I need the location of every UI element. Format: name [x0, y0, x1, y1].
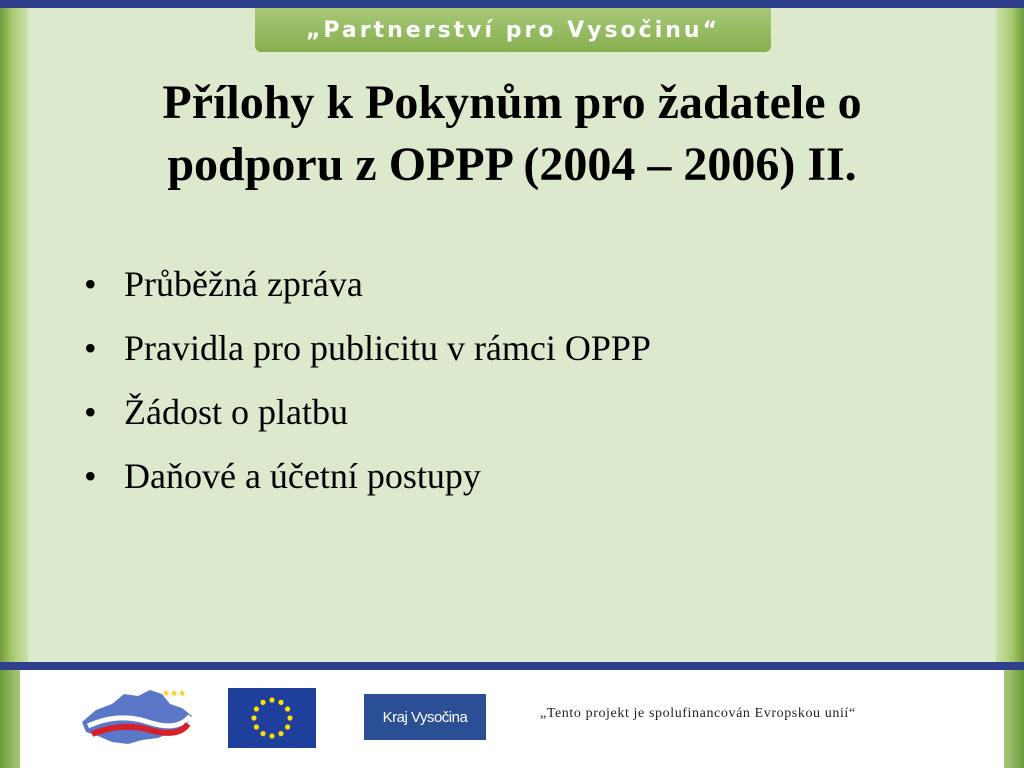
title-line-2: podporu z OPPP (2004 – 2006) II.: [167, 138, 857, 191]
cofinancing-note: „Tento projekt je spolufinancován Evropskou unií“: [540, 706, 856, 721]
bullet-marker: •: [84, 328, 97, 368]
bullet-marker: •: [84, 264, 97, 304]
kraj-logo-text: Kraj Vysočina: [382, 708, 468, 726]
bullet-item: [84, 456, 944, 496]
eu-flag-icon: [228, 688, 316, 748]
kraj-vysocina-logo: [364, 694, 486, 740]
title-line-1: Přílohy k Pokynům pro žadatele o: [162, 76, 862, 129]
bullet-list: [84, 264, 944, 520]
bullet-text: Průběžná zpráva: [124, 264, 363, 304]
bullet-item: [84, 392, 944, 432]
bullet-text: Pravidla pro publicitu v rámci OPPP: [124, 328, 651, 368]
bottom-right-leaf-edge: [1004, 670, 1024, 768]
bullet-text: Daňové a účetní postupy: [124, 456, 481, 496]
right-leaf-border: [996, 8, 1024, 662]
header-banner: [255, 8, 771, 52]
banner-text: „Partnerství pro Vysočinu“: [305, 17, 721, 43]
footer: [20, 670, 1004, 768]
bullet-text: Žádost o platbu: [124, 392, 348, 432]
left-leaf-border: [0, 8, 28, 662]
svg-text:★★★: ★★★: [162, 689, 187, 699]
bullet-marker: •: [84, 456, 97, 496]
top-frame-bar: [0, 0, 1024, 8]
czech-republic-logo: [78, 682, 198, 752]
slide-title: [60, 72, 964, 196]
bullet-item: [84, 264, 944, 304]
bullet-item: [84, 328, 944, 368]
bottom-left-leaf-edge: [0, 670, 20, 768]
bottom-frame-bar: [0, 662, 1024, 670]
bullet-marker: •: [84, 392, 97, 432]
